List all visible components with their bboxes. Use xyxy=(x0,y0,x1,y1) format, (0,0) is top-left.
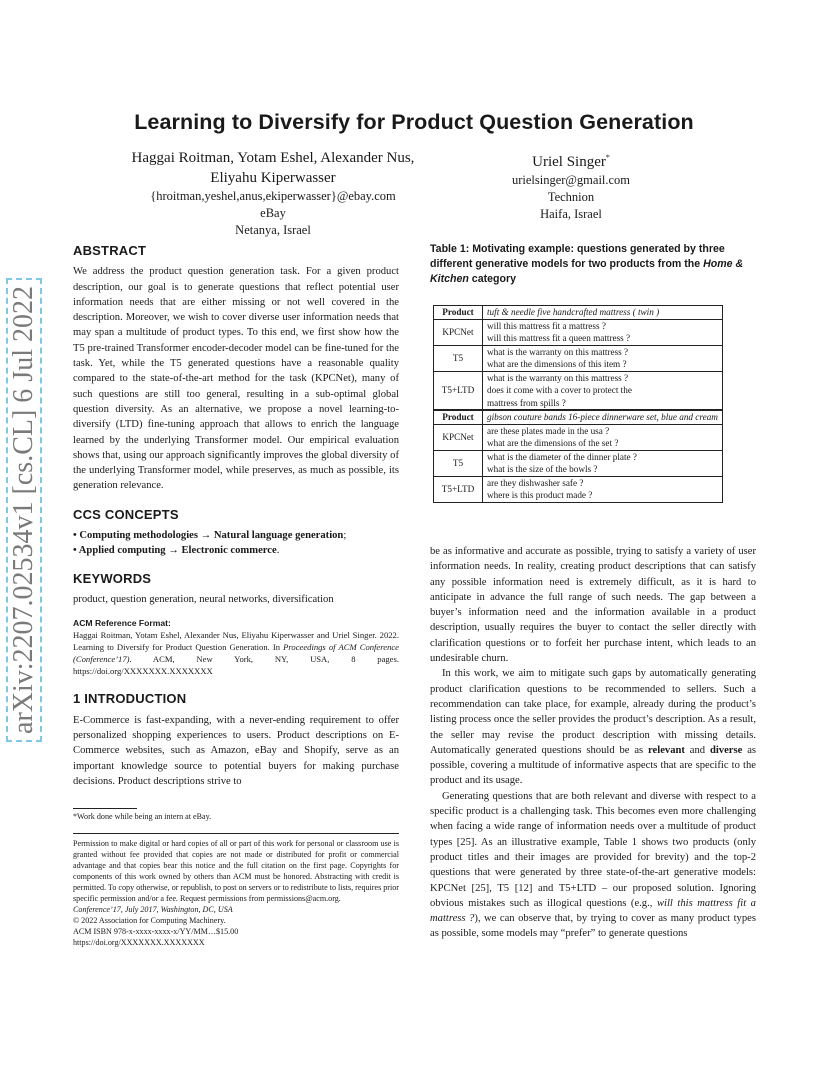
reference-heading: ACM Reference Format: xyxy=(73,617,171,628)
table-model-name: T5 xyxy=(434,450,483,476)
table-model-row xyxy=(434,450,723,476)
keywords-heading: KEYWORDS xyxy=(73,571,152,587)
author-location: Netanya, Israel xyxy=(235,223,311,237)
abstract-heading: ABSTRACT xyxy=(73,243,147,258)
conference-line: Conference’17, July 2017, Washington, DC, USA xyxy=(73,905,233,914)
ccs-concept-2: • Applied computing → Electronic commerce xyxy=(73,545,277,557)
p3-italic-example: will this mattress fit a mattress ? xyxy=(430,897,756,925)
table-questions-cell xyxy=(483,345,723,371)
table-product-label: Product xyxy=(434,410,483,424)
permission-block xyxy=(73,838,399,948)
arxiv-identifier: arXiv:2207.02534v1 [cs.CL] 6 Jul 2022 xyxy=(6,278,42,742)
ccs-punct-2: . xyxy=(276,545,280,557)
table-model-row xyxy=(434,476,723,502)
intro-paragraph-1: be as informative and accurate as possible, trying to satisfy a variety of user information needs. In reality, creating product descriptions that can satisfy any possible information need is extremely difficult, as it is hard to anticipate in advance the full range of such needs. The gap between a buyer’s information need and the information available in a product description, usually requires the buyer to contact the seller directly with clarification questions or to forfeit her purchase intent, which leads to an undesirable churn. xyxy=(430,546,756,665)
table-product-row xyxy=(434,306,723,320)
table-model-name: KPCNet xyxy=(434,424,483,450)
paper-title: Learning to Diversify for Product Question Generation xyxy=(134,110,694,134)
questions-table xyxy=(433,305,723,503)
author-location: Haifa, Israel xyxy=(540,207,602,221)
table-model-row xyxy=(434,345,723,371)
footnote-text: *Work done while being an intern at eBay. xyxy=(73,812,212,821)
table-product-row xyxy=(434,410,723,424)
table-model-row xyxy=(434,371,723,410)
p2-text-mid: and xyxy=(684,744,710,756)
author-names-line1: Haggai Roitman, Yotam Eshel, Alexander Nus, xyxy=(131,150,415,166)
footnote-rule xyxy=(73,808,137,809)
doi-line: https://doi.org/XXXXXXX.XXXXXXX xyxy=(73,938,205,947)
author-name: Uriel Singer xyxy=(532,154,606,170)
table-question-line: what are the dimensions of the set ? xyxy=(487,438,619,448)
table-question-line: are they dishwasher safe ? xyxy=(487,477,584,488)
ccs-heading: CCS CONCEPTS xyxy=(73,506,179,522)
author-names-line2: Eliyahu Kiperwasser xyxy=(210,170,336,186)
ccs-punct-1: ; xyxy=(343,530,347,542)
author-org: eBay xyxy=(260,206,286,220)
p2-bold-relevant: relevant xyxy=(648,744,685,756)
reference-text xyxy=(73,629,399,678)
table-question-line: what is the size of the bowls ? xyxy=(487,464,598,474)
author-block-left xyxy=(120,148,426,239)
reference-venue: Proceedings of ACM Conference (Conference’17). xyxy=(73,641,400,665)
table-product-title: gibson couture bands 16-piece dinnerware set, blue and cream xyxy=(483,410,723,424)
p3-text-a: Generating questions that are both relevant and diverse with respect to a specific product is a challenging task. This becomes even more challenging when facing a wide range of information needs over a multitude of product types [25]. As an illustrative example, Table 1 shows two products (only product titles and their images are provided for brevity) and the top-2 questions that were generated by three state-of-the-art generative models: KPCNet [25], T5 [12] and T5+LTD – our proposed solution. Ignoring obvious mistakes such as illogical questions (e.g., xyxy=(430,790,756,909)
table-question-line: what is the diameter of the dinner plate ? xyxy=(487,451,638,462)
table-questions-cell xyxy=(483,476,723,502)
ccs-line-2 xyxy=(73,543,399,558)
intro-paragraph-2 xyxy=(430,666,756,788)
table-caption-b: category xyxy=(468,273,516,285)
p2-bold-diverse: diverse xyxy=(709,744,743,756)
introduction-heading: 1 INTRODUCTION xyxy=(73,691,187,707)
table-question-line: what is the warranty on this mattress ? xyxy=(487,372,629,383)
table-product-title: tuft & needle five handcrafted mattress ( twin ) xyxy=(483,306,723,320)
permission-text: Permission to make digital or hard copies of all or part of this work for personal or classroom use is granted without fee provided that copies are not made or distributed for profit or commercial advantage and that copies bear this notice and the full citation on the first page. Copyrights for components of this work owned by others than ACM must be honored. Abstracting with credit is permitted. To copy otherwise, or republish, to post on servers or to redistribute to lists, requires prior specific permission and/or a fee. Request permissions from permissions@acm.org. xyxy=(73,839,399,903)
table-question-line: does it come with a cover to protect the xyxy=(487,385,632,395)
intro-paragraph-3 xyxy=(430,789,756,942)
p3-text-b: ), we can observe that, by trying to cover as many product types as possible, some models may “prefer” to generate questions xyxy=(430,913,756,940)
table-model-name: T5 xyxy=(434,345,483,371)
abstract-text: We address the product question generation task. For a given product description, our goal is to generate questions that reflect potential user information needs that are either missing or not well covered in the description. Moreover, we wish to cover diverse user information needs that may span a multitude of product types. To this end, we first show how the T5 pre-trained Transformer encoder-decoder model can be fine-tuned for the task. Yet, while the T5 generated questions have a reasonable quality compared to the state-of-the-art method for the task (KPCNet), many of such questions are still too general, resulting in a sub-optimal global question diversity. As an alternative, we propose a novel learning-to-diversify (LTD) fine-tuning approach that allows to enrich the language learned by the underlying Transformer model. Our empirical evaluation shows that, using our approach significantly improves the global diversity of the underlying Transformer model, while preserves, as much as possible, its generation relevance. xyxy=(73,266,399,492)
table-caption xyxy=(430,242,756,287)
table-question-line: will this mattress fit a mattress ? xyxy=(487,320,606,331)
copyright-line: © 2022 Association for Computing Machinery. xyxy=(73,916,226,925)
author-email: {hroitman,yeshel,anus,ekiperwasser}@ebay.com xyxy=(150,189,396,203)
table-question-line: what are the dimensions of this item ? xyxy=(487,359,627,369)
table-question-line: what is the warranty on this mattress ? xyxy=(487,346,629,357)
ccs-concept-1: • Computing methodologies → Natural language generation xyxy=(73,530,344,542)
table-model-name: T5+LTD xyxy=(434,371,483,410)
author-block-right xyxy=(476,148,666,223)
table-questions-cell xyxy=(483,371,723,410)
right-column xyxy=(430,544,756,942)
table-questions-cell xyxy=(483,450,723,476)
reference-text-a: Haggai Roitman, Yotam Eshel, Alexander Nus, Eliyahu Kiperwasser and Uriel Singer. 2022. Learning to Diversify for Product Question Generation. In xyxy=(73,629,399,652)
table-question-line: where is this product made ? xyxy=(487,490,593,500)
keywords-text: product, question generation, neural networks, diversification xyxy=(73,594,334,606)
table-question-line: are these plates made in the usa ? xyxy=(487,425,610,436)
arxiv-sidebar xyxy=(4,250,44,770)
table-model-name: KPCNet xyxy=(434,319,483,345)
table-model-name: T5+LTD xyxy=(434,476,483,502)
author-org: Technion xyxy=(547,190,595,204)
introduction-text: E-Commerce is fast-expanding, with a never-ending requirement to offer personalized shopping experiences to users. Product descriptions on E-Commerce websites, such as Amazon, eBay and Shopify, serve as an important knowledge source to potential buyers for making purchase decisions. Product descriptions strive to xyxy=(73,714,399,787)
table-model-row xyxy=(434,319,723,345)
reference-text-b: ACM, New York, NY, USA, 8 pages. https://doi.org/XXXXXXX.XXXXXXX xyxy=(73,654,399,677)
ccs-line-1 xyxy=(73,528,399,543)
table-questions-cell xyxy=(483,424,723,450)
permission-rule xyxy=(73,833,399,834)
table-question-line: mattress from spills ? xyxy=(487,397,566,408)
author-footnote-mark: * xyxy=(605,153,610,162)
p2-text-a: In this work, we aim to mitigate such gaps by automatically generating product clarification questions to be recommended to sellers. Such a recommendation can take place, for example, already during the product’s listing process once the seller provides the product’s description. As a result, the seller may revise the product description with missing details. Automatically generated questions should be as xyxy=(430,668,756,756)
table-product-label: Product xyxy=(434,306,483,320)
table-model-row xyxy=(434,424,723,450)
table-questions-cell xyxy=(483,319,723,345)
table-caption-a: Table 1: Motivating example: questions generated by three different generative models for two products from the xyxy=(430,243,725,270)
table-container xyxy=(433,305,723,503)
left-column xyxy=(73,243,399,789)
table-question-line: will this mattress fit a queen mattress ? xyxy=(487,333,631,343)
table-caption-category: Home & Kitchen xyxy=(430,258,744,285)
isbn-line: ACM ISBN 978-x-xxxx-xxxx-x/YY/MM…$15.00 xyxy=(73,927,239,936)
p2-text-b: as possible, covering a multitude of informative aspects that are specific to the product and its usage. xyxy=(430,744,757,787)
author-email: urielsinger@gmail.com xyxy=(511,173,631,187)
